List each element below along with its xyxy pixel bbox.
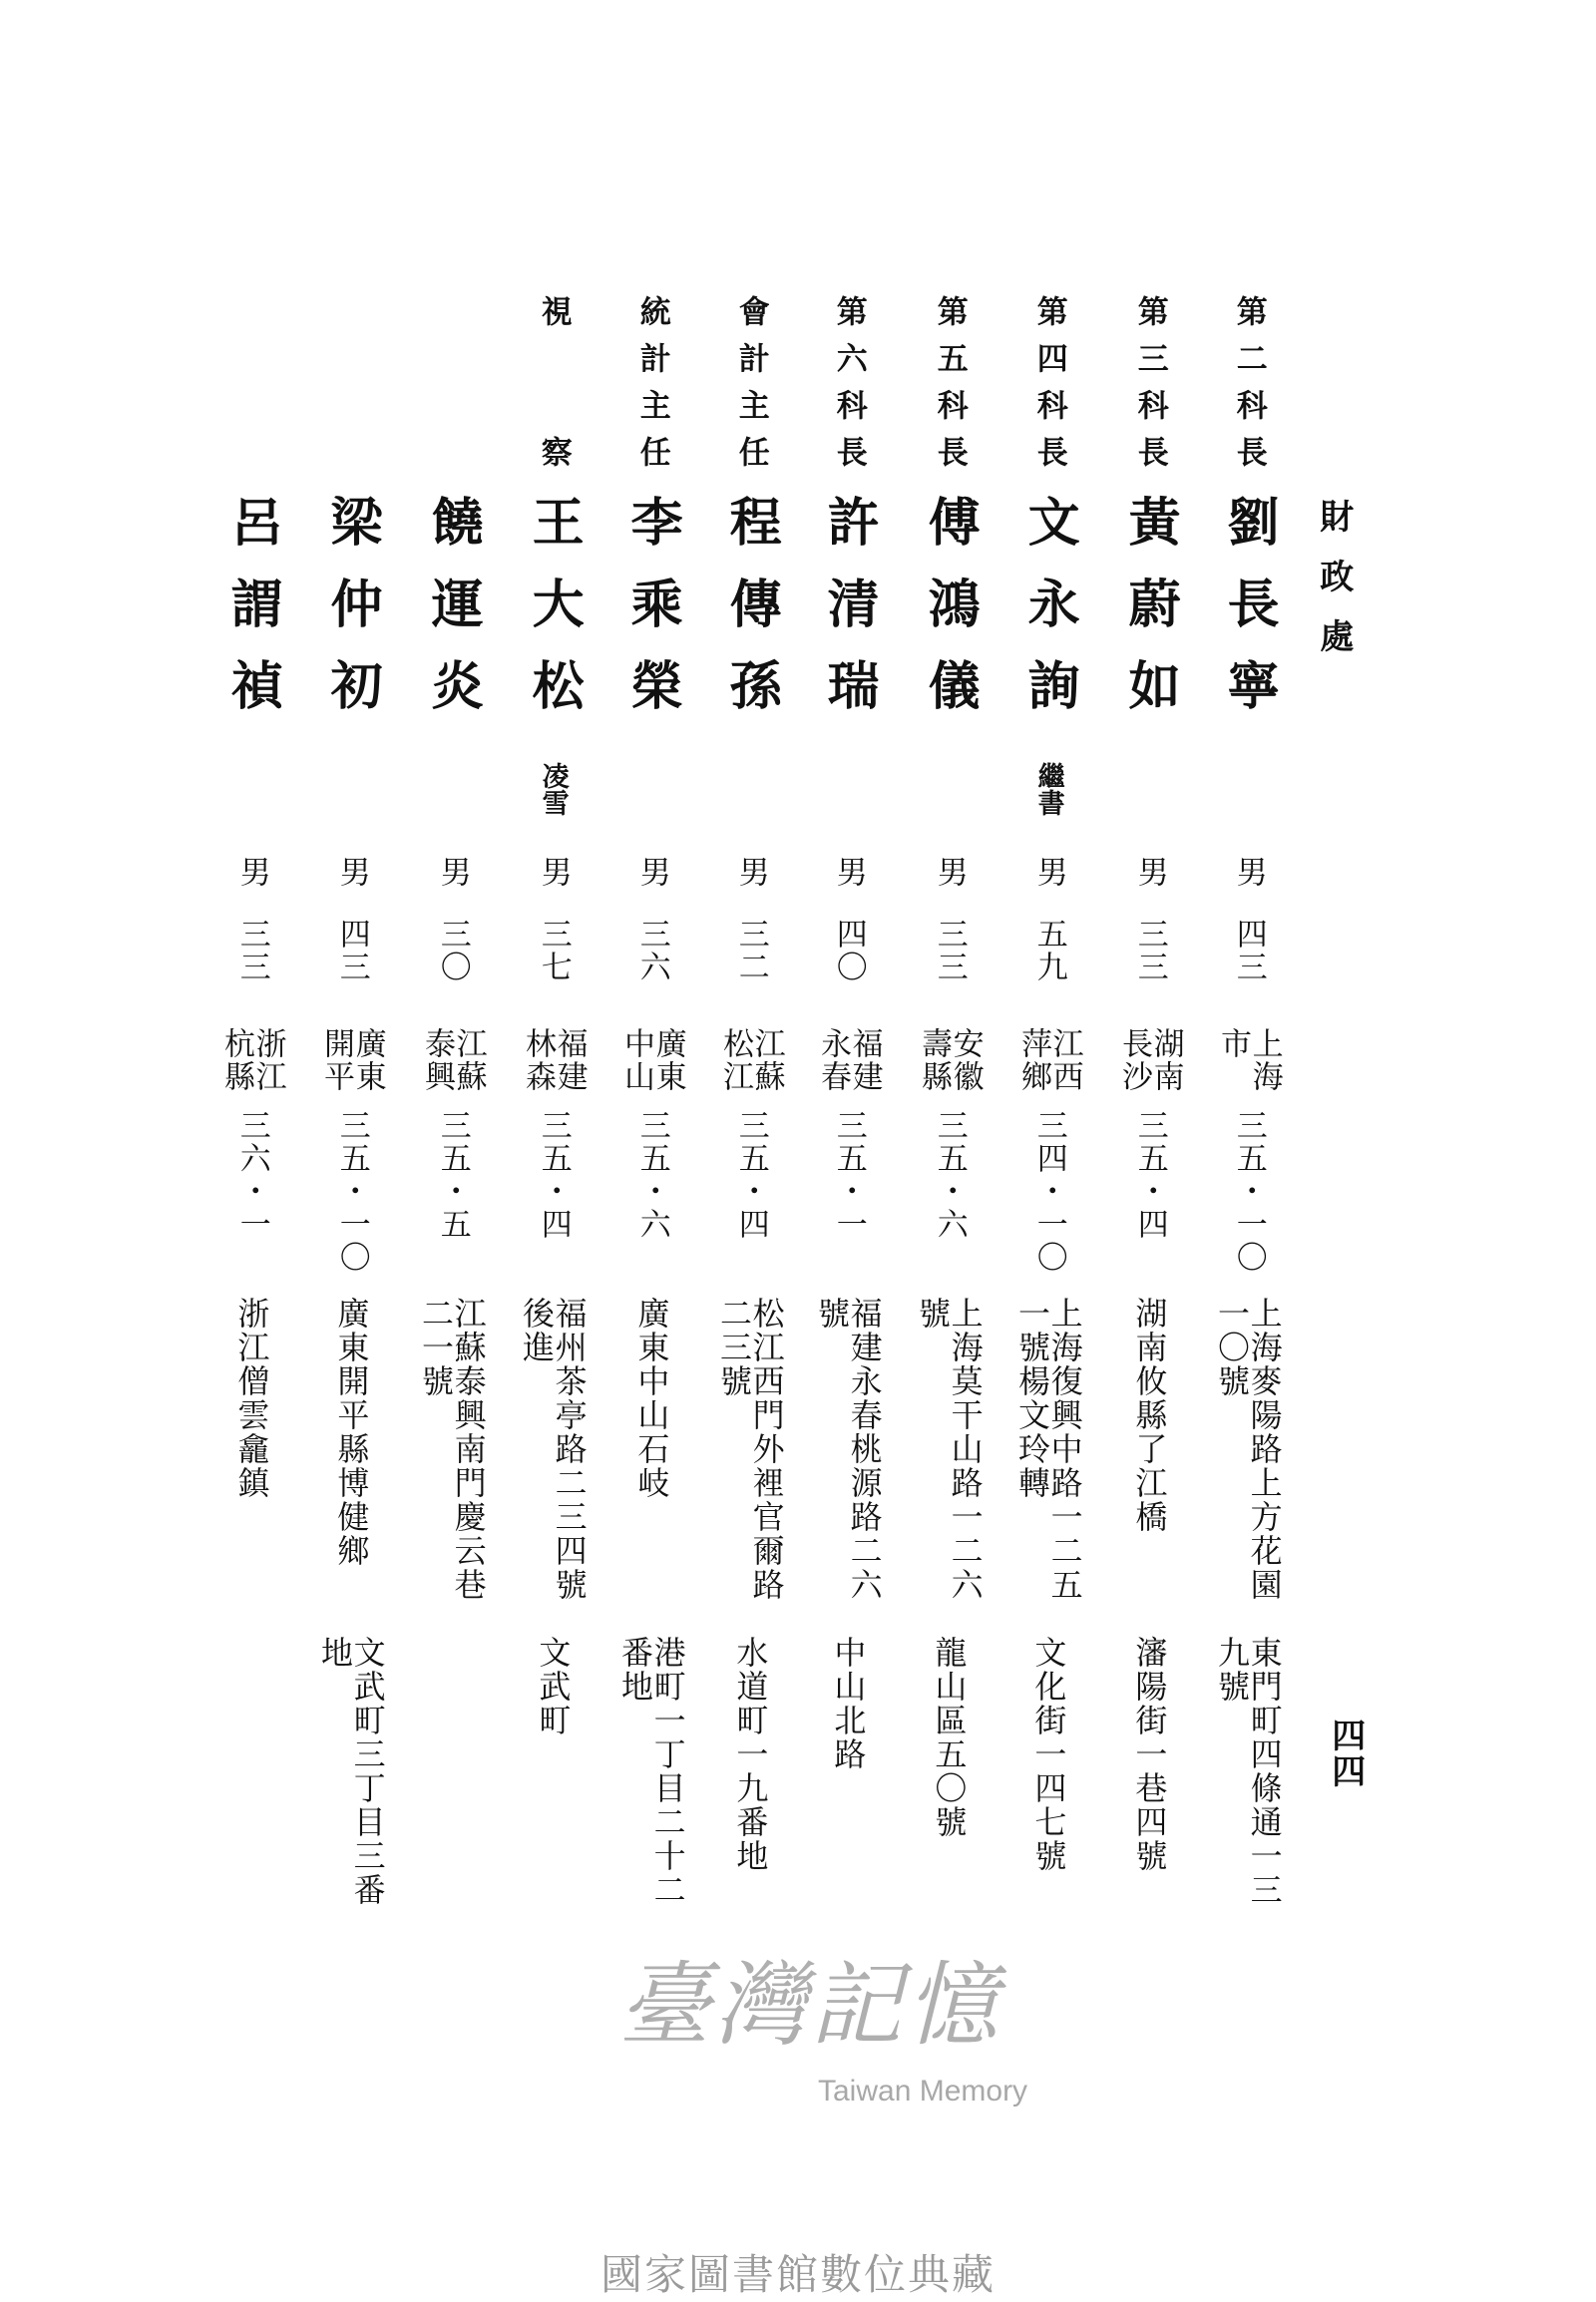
age: 三三: [931, 918, 968, 983]
current-address: 東門町四條通一三九號: [1213, 1636, 1284, 1907]
page-number: 四四: [1325, 1718, 1366, 1789]
join-date: 三五・四: [732, 1109, 769, 1241]
sex: 男: [233, 856, 270, 887]
age: 四三: [333, 918, 370, 983]
age: 四三: [1230, 918, 1267, 983]
sex: 男: [830, 856, 867, 887]
home-address: 浙江僧雲龕鎮: [232, 1297, 271, 1500]
position-title: 視察: [535, 295, 572, 467]
native-place: 廣東開平: [318, 1027, 386, 1093]
home-address: 廣東開平縣博健鄉: [332, 1297, 371, 1568]
join-date: 三五・一〇: [333, 1109, 370, 1274]
person-name: 劉長寧: [1218, 495, 1280, 740]
join-date: 三四・一〇: [1030, 1109, 1067, 1274]
join-date: 三五・一: [830, 1109, 867, 1241]
native-place: 上海市: [1215, 1027, 1283, 1093]
position-title: 第五科長: [931, 295, 968, 467]
native-place: 浙江杭縣: [218, 1027, 286, 1093]
person-name: 文永詢: [1018, 495, 1080, 740]
position-title: 統計主任: [633, 295, 670, 467]
native-place: 福建林森: [520, 1027, 588, 1093]
position-title: 第三科長: [1131, 295, 1168, 467]
current-address: 水道町一九番地: [731, 1636, 770, 1873]
age: 三三: [233, 918, 270, 983]
person-name: 饒運炎: [422, 495, 484, 740]
position-title: 第四科長: [1030, 295, 1067, 467]
footer-credit: 國家圖書館數位典藏: [599, 2250, 996, 2299]
native-place: 福建永春: [815, 1027, 883, 1093]
watermark-logo: 臺灣記憶: [618, 1952, 1002, 2059]
join-date: 三五・四: [535, 1109, 572, 1241]
current-address: 龍山區五〇號: [930, 1636, 969, 1839]
current-address: 文武町三丁目三番地: [316, 1636, 387, 1907]
age: 三六: [633, 918, 670, 983]
sex: 男: [434, 856, 471, 887]
native-place: 廣東中山: [618, 1027, 686, 1093]
join-date: 三五・一〇: [1230, 1109, 1267, 1274]
home-address: 廣東中山石岐: [632, 1297, 671, 1500]
sex: 男: [732, 856, 769, 887]
person-name: 傅鴻儀: [919, 495, 981, 740]
person-name: 黃蔚如: [1119, 495, 1181, 740]
sex: 男: [1030, 856, 1067, 887]
sex: 男: [931, 856, 968, 887]
sex: 男: [333, 856, 370, 887]
person-name: 王大松: [523, 495, 585, 740]
join-date: 三六・一: [233, 1109, 270, 1241]
person-name: 許清瑞: [818, 495, 880, 740]
position-title: 會計主任: [732, 295, 769, 467]
current-address: 瀋陽街一巷四號: [1130, 1636, 1169, 1873]
home-address: 上海莫干山路一二六號: [914, 1297, 985, 1602]
join-date: 三五・四: [1131, 1109, 1168, 1241]
native-place: 安徽壽縣: [916, 1027, 984, 1093]
current-address: 文化街一四七號: [1029, 1636, 1068, 1873]
current-address: 文武町: [534, 1636, 573, 1737]
home-address: 上海復興中路一二五一號楊文玲轉: [1013, 1297, 1084, 1602]
current-address: 中山北路: [829, 1636, 868, 1771]
alias-name: 凌雪: [537, 762, 569, 816]
age: 五九: [1030, 918, 1067, 983]
native-place: 江蘇泰興: [419, 1027, 487, 1093]
person-name: 梁仲初: [321, 495, 383, 740]
native-place: 江蘇松江: [717, 1027, 785, 1093]
watermark-subtext: Taiwan Memory: [818, 2075, 1028, 2108]
sex: 男: [1230, 856, 1267, 887]
home-address: 松江西門外裡官爾路二三號: [715, 1297, 786, 1602]
age: 三三: [1131, 918, 1168, 983]
age: 三二: [732, 918, 769, 983]
native-place: 湖南長沙: [1116, 1027, 1184, 1093]
home-address: 福建永春桃源路二六號: [813, 1297, 884, 1602]
native-place: 江西萍鄉: [1015, 1027, 1083, 1093]
current-address: 港町一丁目二十二番地: [616, 1636, 687, 1907]
age: 三七: [535, 918, 572, 983]
join-date: 三五・六: [931, 1109, 968, 1241]
position-title: 第六科長: [830, 295, 867, 467]
sex: 男: [535, 856, 572, 887]
person-name: 李乘榮: [621, 495, 683, 740]
section-header: 財政處: [1313, 499, 1354, 678]
home-address: 福州茶亭路二三四號後進: [518, 1297, 589, 1602]
join-date: 三五・五: [434, 1109, 471, 1241]
home-address: 江蘇泰興南門慶云巷二一號: [417, 1297, 488, 1602]
person-name: 呂謂禎: [221, 495, 283, 740]
sex: 男: [633, 856, 670, 887]
home-address: 上海麥陽路上方花園一〇號: [1213, 1297, 1284, 1602]
join-date: 三五・六: [633, 1109, 670, 1241]
position-title: 第二科長: [1230, 295, 1267, 467]
alias-name: 繼書: [1032, 762, 1064, 816]
home-address: 湖南攸縣了江橋: [1130, 1297, 1169, 1534]
age: 四〇: [830, 918, 867, 983]
sex: 男: [1131, 856, 1168, 887]
person-name: 程傳孫: [720, 495, 782, 740]
age: 三〇: [434, 918, 471, 983]
